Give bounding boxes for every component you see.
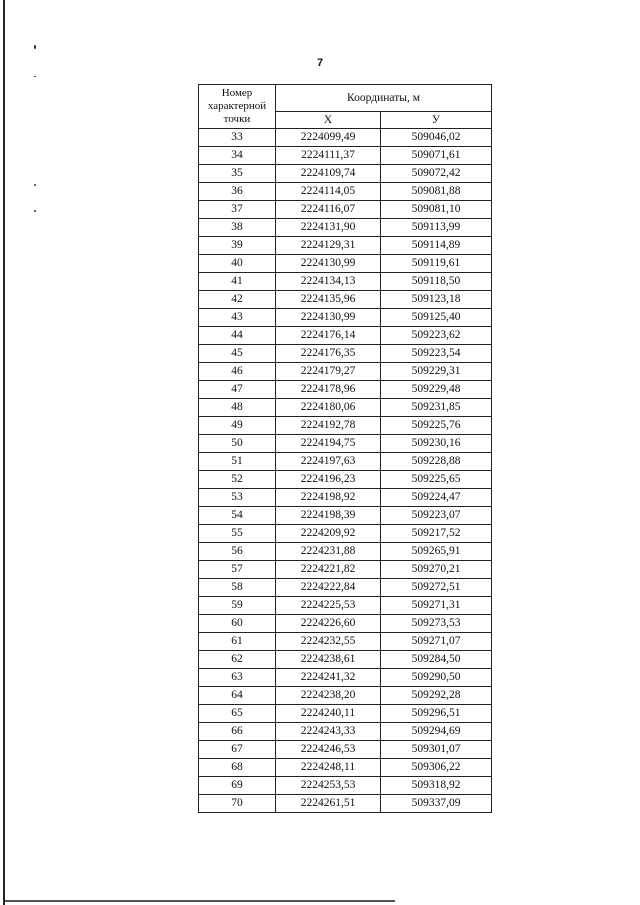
x-coordinate-cell: 2224225,53 bbox=[276, 597, 381, 615]
x-coordinate-cell: 2224099,49 bbox=[276, 129, 381, 147]
table-row bbox=[199, 561, 492, 579]
point-number-cell: 55 bbox=[199, 525, 276, 543]
table-row bbox=[199, 381, 492, 399]
x-coordinate-cell: 2224116,07 bbox=[276, 201, 381, 219]
x-coordinate-cell: 2224196,23 bbox=[276, 471, 381, 489]
table-row bbox=[199, 687, 492, 705]
x-coordinate-cell: 2224222,84 bbox=[276, 579, 381, 597]
x-coordinate-cell: 2224111,37 bbox=[276, 147, 381, 165]
point-number-cell: 42 bbox=[199, 291, 276, 309]
point-number-cell: 41 bbox=[199, 273, 276, 291]
y-coordinate-cell: 509046,02 bbox=[381, 129, 492, 147]
y-coordinate-cell: 509296,51 bbox=[381, 705, 492, 723]
table-row bbox=[199, 147, 492, 165]
y-coordinate-cell: 509231,85 bbox=[381, 399, 492, 417]
x-coordinate-cell: 2224261,51 bbox=[276, 795, 381, 813]
y-coordinate-cell: 509229,48 bbox=[381, 381, 492, 399]
y-coordinate-cell: 509225,65 bbox=[381, 471, 492, 489]
table-row bbox=[199, 651, 492, 669]
table-row bbox=[199, 723, 492, 741]
table-row bbox=[199, 183, 492, 201]
y-coordinate-cell: 509306,22 bbox=[381, 759, 492, 777]
point-number-cell: 37 bbox=[199, 201, 276, 219]
table-row bbox=[199, 471, 492, 489]
x-coordinate-cell: 2224226,60 bbox=[276, 615, 381, 633]
table-row bbox=[199, 327, 492, 345]
table-row bbox=[199, 129, 492, 147]
y-coordinate-cell: 509273,53 bbox=[381, 615, 492, 633]
x-coordinate-cell: 2224114,05 bbox=[276, 183, 381, 201]
y-coordinate-cell: 509118,50 bbox=[381, 273, 492, 291]
table-row bbox=[199, 489, 492, 507]
table-row bbox=[199, 363, 492, 381]
coordinates-header: Координаты, м bbox=[276, 85, 492, 112]
x-coordinate-cell: 2224134,13 bbox=[276, 273, 381, 291]
y-coordinate-cell: 509229,31 bbox=[381, 363, 492, 381]
point-number-cell: 45 bbox=[199, 345, 276, 363]
table-body bbox=[199, 129, 492, 813]
x-coordinate-cell: 2224238,20 bbox=[276, 687, 381, 705]
point-number-cell: 57 bbox=[199, 561, 276, 579]
x-coordinate-cell: 2224243,33 bbox=[276, 723, 381, 741]
scan-speck bbox=[34, 210, 36, 212]
table-row bbox=[199, 507, 492, 525]
point-number-cell: 65 bbox=[199, 705, 276, 723]
coordinates-table bbox=[198, 84, 492, 813]
point-number-cell: 36 bbox=[199, 183, 276, 201]
y-coordinate-cell: 509224,47 bbox=[381, 489, 492, 507]
y-coordinate-cell: 509272,51 bbox=[381, 579, 492, 597]
y-coordinate-cell: 509265,91 bbox=[381, 543, 492, 561]
point-number-header bbox=[199, 85, 276, 129]
scan-speck bbox=[34, 184, 36, 186]
table-row bbox=[199, 201, 492, 219]
y-coordinate-cell: 509223,54 bbox=[381, 345, 492, 363]
x-coordinate-cell: 2224246,53 bbox=[276, 741, 381, 759]
x-coordinate-cell: 2224130,99 bbox=[276, 309, 381, 327]
point-number-cell: 35 bbox=[199, 165, 276, 183]
page-bottom-rule bbox=[5, 900, 395, 902]
x-coordinate-cell: 2224240,11 bbox=[276, 705, 381, 723]
x-column-header: X bbox=[276, 112, 381, 129]
point-number-cell: 61 bbox=[199, 633, 276, 651]
x-coordinate-cell: 2224198,39 bbox=[276, 507, 381, 525]
y-coordinate-cell: 509270,21 bbox=[381, 561, 492, 579]
x-coordinate-cell: 2224135,96 bbox=[276, 291, 381, 309]
table-row bbox=[199, 417, 492, 435]
y-coordinate-cell: 509337,09 bbox=[381, 795, 492, 813]
y-coordinate-cell: 509071,61 bbox=[381, 147, 492, 165]
point-number-cell: 64 bbox=[199, 687, 276, 705]
y-coordinate-cell: 509217,52 bbox=[381, 525, 492, 543]
table-row bbox=[199, 579, 492, 597]
point-number-cell: 60 bbox=[199, 615, 276, 633]
x-coordinate-cell: 2224179,27 bbox=[276, 363, 381, 381]
point-number-cell: 63 bbox=[199, 669, 276, 687]
table-row bbox=[199, 615, 492, 633]
y-coordinate-cell: 509223,62 bbox=[381, 327, 492, 345]
page-number: 7 bbox=[316, 57, 324, 69]
table-row bbox=[199, 435, 492, 453]
y-coordinate-cell: 509072,42 bbox=[381, 165, 492, 183]
point-number-cell: 34 bbox=[199, 147, 276, 165]
table-row bbox=[199, 597, 492, 615]
x-coordinate-cell: 2224176,35 bbox=[276, 345, 381, 363]
x-coordinate-cell: 2224131,90 bbox=[276, 219, 381, 237]
point-number-cell: 51 bbox=[199, 453, 276, 471]
table-row bbox=[199, 165, 492, 183]
table-row bbox=[199, 453, 492, 471]
y-coordinate-cell: 509081,10 bbox=[381, 201, 492, 219]
point-number-cell: 48 bbox=[199, 399, 276, 417]
table-row bbox=[199, 291, 492, 309]
table-row bbox=[199, 741, 492, 759]
x-coordinate-cell: 2224176,14 bbox=[276, 327, 381, 345]
x-coordinate-cell: 2224209,92 bbox=[276, 525, 381, 543]
table-row bbox=[199, 237, 492, 255]
x-coordinate-cell: 2224109,74 bbox=[276, 165, 381, 183]
y-coordinate-cell: 509119,61 bbox=[381, 255, 492, 273]
point-number-cell: 44 bbox=[199, 327, 276, 345]
scan-speck bbox=[34, 45, 36, 49]
point-number-cell: 67 bbox=[199, 741, 276, 759]
x-coordinate-cell: 2224198,92 bbox=[276, 489, 381, 507]
table-row bbox=[199, 633, 492, 651]
scan-speck bbox=[34, 76, 36, 77]
y-coordinate-cell: 509284,50 bbox=[381, 651, 492, 669]
point-number-cell: 38 bbox=[199, 219, 276, 237]
point-number-cell: 70 bbox=[199, 795, 276, 813]
y-coordinate-cell: 509113,99 bbox=[381, 219, 492, 237]
y-coordinate-cell: 509294,69 bbox=[381, 723, 492, 741]
x-coordinate-cell: 2224178,96 bbox=[276, 381, 381, 399]
y-coordinate-cell: 509223,07 bbox=[381, 507, 492, 525]
x-coordinate-cell: 2224192,78 bbox=[276, 417, 381, 435]
point-number-cell: 56 bbox=[199, 543, 276, 561]
x-coordinate-cell: 2224253,53 bbox=[276, 777, 381, 795]
point-number-cell: 54 bbox=[199, 507, 276, 525]
y-coordinate-cell: 509114,89 bbox=[381, 237, 492, 255]
point-number-cell: 40 bbox=[199, 255, 276, 273]
page-left-edge bbox=[3, 0, 5, 905]
point-number-cell: 50 bbox=[199, 435, 276, 453]
y-coordinate-cell: 509228,88 bbox=[381, 453, 492, 471]
point-number-cell: 33 bbox=[199, 129, 276, 147]
table-row bbox=[199, 309, 492, 327]
y-coordinate-cell: 509081,88 bbox=[381, 183, 492, 201]
table-row bbox=[199, 777, 492, 795]
table-row bbox=[199, 795, 492, 813]
x-coordinate-cell: 2224180,06 bbox=[276, 399, 381, 417]
point-number-cell: 53 bbox=[199, 489, 276, 507]
table-row bbox=[199, 759, 492, 777]
point-number-cell: 43 bbox=[199, 309, 276, 327]
y-coordinate-cell: 509271,07 bbox=[381, 633, 492, 651]
x-coordinate-cell: 2224248,11 bbox=[276, 759, 381, 777]
y-coordinate-cell: 509318,92 bbox=[381, 777, 492, 795]
table-row bbox=[199, 345, 492, 363]
table-row bbox=[199, 255, 492, 273]
x-coordinate-cell: 2224197,63 bbox=[276, 453, 381, 471]
y-column-header: У bbox=[381, 112, 492, 129]
point-number-cell: 39 bbox=[199, 237, 276, 255]
x-coordinate-cell: 2224231,88 bbox=[276, 543, 381, 561]
table-row bbox=[199, 399, 492, 417]
table-row bbox=[199, 273, 492, 291]
point-number-cell: 46 bbox=[199, 363, 276, 381]
point-number-cell: 49 bbox=[199, 417, 276, 435]
point-header-line-2: характерной bbox=[207, 100, 267, 112]
x-coordinate-cell: 2224238,61 bbox=[276, 651, 381, 669]
point-number-cell: 62 bbox=[199, 651, 276, 669]
x-coordinate-cell: 2224232,55 bbox=[276, 633, 381, 651]
x-coordinate-cell: 2224241,32 bbox=[276, 669, 381, 687]
x-coordinate-cell: 2224130,99 bbox=[276, 255, 381, 273]
y-coordinate-cell: 509301,07 bbox=[381, 741, 492, 759]
table-row bbox=[199, 705, 492, 723]
point-number-cell: 58 bbox=[199, 579, 276, 597]
point-header-line-3: точки bbox=[223, 113, 251, 125]
table-row bbox=[199, 669, 492, 687]
table-row bbox=[199, 219, 492, 237]
point-number-cell: 68 bbox=[199, 759, 276, 777]
x-coordinate-cell: 2224194,75 bbox=[276, 435, 381, 453]
y-coordinate-cell: 509290,50 bbox=[381, 669, 492, 687]
x-coordinate-cell: 2224129,31 bbox=[276, 237, 381, 255]
y-coordinate-cell: 509125,40 bbox=[381, 309, 492, 327]
y-coordinate-cell: 509230,16 bbox=[381, 435, 492, 453]
point-number-cell: 59 bbox=[199, 597, 276, 615]
y-coordinate-cell: 509271,31 bbox=[381, 597, 492, 615]
y-coordinate-cell: 509292,28 bbox=[381, 687, 492, 705]
point-number-cell: 47 bbox=[199, 381, 276, 399]
table-row bbox=[199, 525, 492, 543]
y-coordinate-cell: 509225,76 bbox=[381, 417, 492, 435]
table-row bbox=[199, 543, 492, 561]
point-number-cell: 52 bbox=[199, 471, 276, 489]
point-number-cell: 69 bbox=[199, 777, 276, 795]
point-number-cell: 66 bbox=[199, 723, 276, 741]
y-coordinate-cell: 509123,18 bbox=[381, 291, 492, 309]
point-header-line-1: Номер bbox=[221, 87, 253, 99]
x-coordinate-cell: 2224221,82 bbox=[276, 561, 381, 579]
